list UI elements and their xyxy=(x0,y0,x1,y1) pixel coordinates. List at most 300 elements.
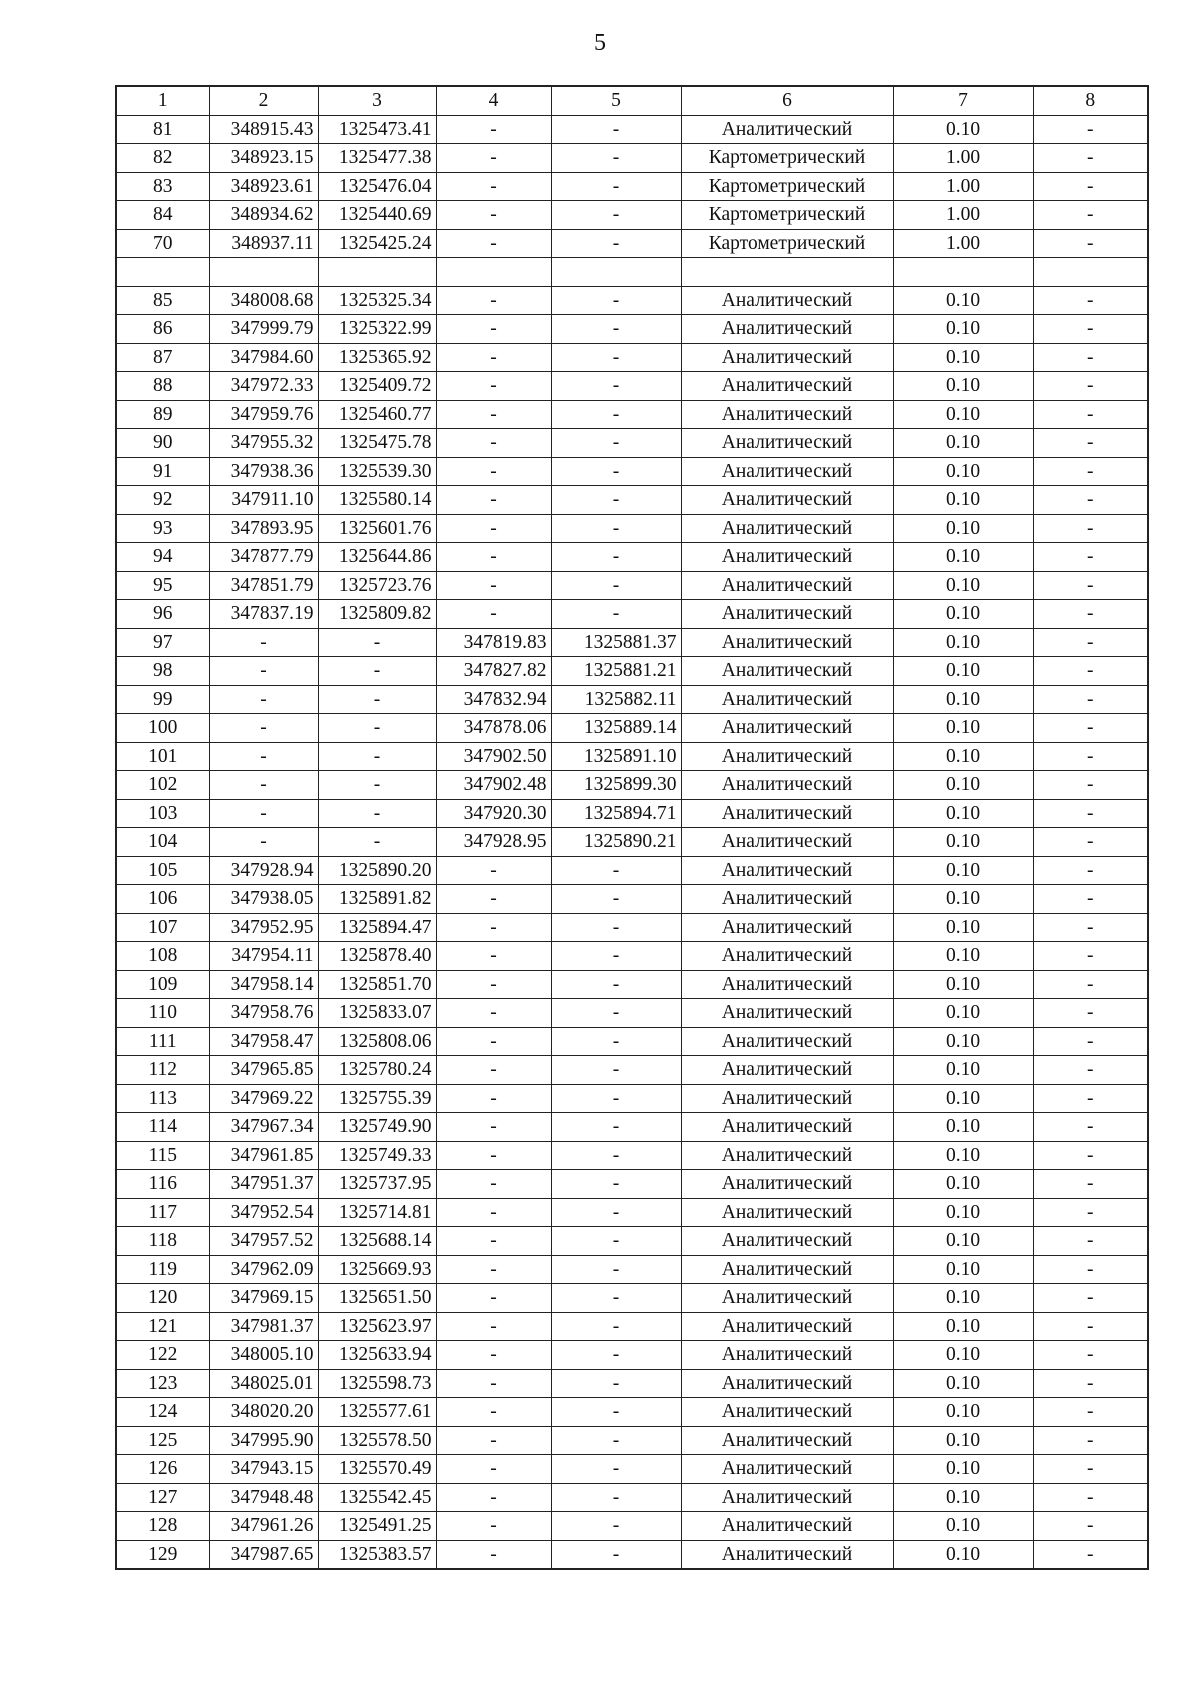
table-row xyxy=(116,771,1148,800)
table-cell-col-1: 81 xyxy=(116,115,209,144)
table-cell-col-3: 1325851.70 xyxy=(318,970,436,999)
table-cell-col-3: 1325623.97 xyxy=(318,1312,436,1341)
table-cell-col-7: 0.10 xyxy=(893,1084,1033,1113)
table-cell-col-4: - xyxy=(436,1284,551,1313)
table-cell-col-3: 1325539.30 xyxy=(318,457,436,486)
table-cell-col-8: - xyxy=(1033,400,1148,429)
table-cell-col-5: - xyxy=(551,1398,681,1427)
table-cell-col-5: - xyxy=(551,1170,681,1199)
table-row xyxy=(116,1369,1148,1398)
table-cell-col-8: - xyxy=(1033,942,1148,971)
table-cell-col-5: - xyxy=(551,229,681,258)
table-cell-col-5: - xyxy=(551,970,681,999)
table-cell-col-5: - xyxy=(551,1113,681,1142)
table-cell-col-4: - xyxy=(436,201,551,230)
table-cell-col-5: - xyxy=(551,1540,681,1569)
table-cell-col-1: 92 xyxy=(116,486,209,515)
table-cell-col-8: - xyxy=(1033,1170,1148,1199)
table-cell-col-1: 121 xyxy=(116,1312,209,1341)
table-cell-col-7: 0.10 xyxy=(893,1483,1033,1512)
table-cell-col-1: 115 xyxy=(116,1141,209,1170)
table-cell-col-7: 0.10 xyxy=(893,600,1033,629)
table-cell-col-6 xyxy=(681,258,893,287)
table-cell-col-5: 1325899.30 xyxy=(551,771,681,800)
table-cell-col-6: Аналитический xyxy=(681,771,893,800)
table-cell-col-6: Аналитический xyxy=(681,913,893,942)
table-row xyxy=(116,970,1148,999)
table-cell-col-1: 109 xyxy=(116,970,209,999)
table-cell-col-7: 0.10 xyxy=(893,1255,1033,1284)
table-cell-col-3: 1325578.50 xyxy=(318,1426,436,1455)
table-cell-col-4: 347902.50 xyxy=(436,742,551,771)
table-cell-col-8: - xyxy=(1033,1084,1148,1113)
table-cell-col-6: Аналитический xyxy=(681,1341,893,1370)
table-cell-col-2: - xyxy=(209,657,318,686)
table-cell-col-6: Картометрический xyxy=(681,229,893,258)
table-cell-col-7: 0.10 xyxy=(893,1198,1033,1227)
table-cell-col-5: - xyxy=(551,999,681,1028)
table-row xyxy=(116,514,1148,543)
table-cell-col-7: 0.10 xyxy=(893,1341,1033,1370)
table-cell-col-1: 117 xyxy=(116,1198,209,1227)
table-cell-col-4: - xyxy=(436,913,551,942)
table-row xyxy=(116,742,1148,771)
table-cell-col-1: 122 xyxy=(116,1341,209,1370)
table-cell-col-6: Аналитический xyxy=(681,1369,893,1398)
table-cell-col-6: Аналитический xyxy=(681,115,893,144)
table-cell-col-5: 1325882.11 xyxy=(551,685,681,714)
table-cell-col-8: - xyxy=(1033,1198,1148,1227)
table-cell-col-2: 347851.79 xyxy=(209,571,318,600)
table-cell-col-1: 91 xyxy=(116,457,209,486)
table-row xyxy=(116,286,1148,315)
table-cell-col-7: 0.10 xyxy=(893,315,1033,344)
table-row xyxy=(116,1426,1148,1455)
table-cell-col-6: Аналитический xyxy=(681,600,893,629)
table-cell-col-7: 0.10 xyxy=(893,970,1033,999)
table-cell-col-6: Аналитический xyxy=(681,372,893,401)
table-cell-col-6: Аналитический xyxy=(681,1398,893,1427)
table-cell-col-6: Аналитический xyxy=(681,799,893,828)
table-cell-col-3: 1325890.20 xyxy=(318,856,436,885)
table-cell-col-5: 1325894.71 xyxy=(551,799,681,828)
table-cell-col-3: 1325688.14 xyxy=(318,1227,436,1256)
table-cell-col-6: Аналитический xyxy=(681,1312,893,1341)
table-cell-col-4: - xyxy=(436,571,551,600)
table-cell-col-4: - xyxy=(436,1198,551,1227)
column-header: 7 xyxy=(893,86,1033,115)
table-cell-col-4: - xyxy=(436,1141,551,1170)
table-cell-col-3: 1325714.81 xyxy=(318,1198,436,1227)
table-row xyxy=(116,1027,1148,1056)
table-row xyxy=(116,1540,1148,1569)
table-cell-col-6: Аналитический xyxy=(681,999,893,1028)
table-cell-col-7: 0.10 xyxy=(893,1426,1033,1455)
table-cell-col-4: 347827.82 xyxy=(436,657,551,686)
table-cell-col-6: Аналитический xyxy=(681,429,893,458)
table-cell-col-5: - xyxy=(551,1255,681,1284)
table-cell-col-7: 0.10 xyxy=(893,429,1033,458)
table-cell-col-4: - xyxy=(436,172,551,201)
table-cell-col-8: - xyxy=(1033,999,1148,1028)
table-row xyxy=(116,571,1148,600)
table-cell-col-8: - xyxy=(1033,172,1148,201)
table-cell-col-7: 0.10 xyxy=(893,742,1033,771)
table-cell-col-2: 347877.79 xyxy=(209,543,318,572)
table-cell-col-2: 347928.94 xyxy=(209,856,318,885)
table-cell-col-1: 70 xyxy=(116,229,209,258)
table-cell-col-4: - xyxy=(436,885,551,914)
table-cell-col-3: - xyxy=(318,714,436,743)
table-cell-col-5: - xyxy=(551,372,681,401)
table-cell-col-2: 348915.43 xyxy=(209,115,318,144)
table-cell-col-6: Аналитический xyxy=(681,1540,893,1569)
table-row xyxy=(116,172,1148,201)
table-cell-col-6: Аналитический xyxy=(681,1084,893,1113)
table-cell-col-4: - xyxy=(436,229,551,258)
table-cell-col-8: - xyxy=(1033,1255,1148,1284)
table-row xyxy=(116,828,1148,857)
table-row xyxy=(116,543,1148,572)
table-cell-col-6: Аналитический xyxy=(681,856,893,885)
table-cell-col-8: - xyxy=(1033,685,1148,714)
table-cell-col-7: 0.10 xyxy=(893,400,1033,429)
table-cell-col-6: Аналитический xyxy=(681,1170,893,1199)
table-cell-col-6: Аналитический xyxy=(681,628,893,657)
table-cell-col-5: - xyxy=(551,1141,681,1170)
table-cell-col-8: - xyxy=(1033,885,1148,914)
table-cell-col-4: - xyxy=(436,1312,551,1341)
table-cell-col-1: 98 xyxy=(116,657,209,686)
table-cell-col-1: 101 xyxy=(116,742,209,771)
table-cell-col-6: Аналитический xyxy=(681,885,893,914)
table-cell-col-4: 347928.95 xyxy=(436,828,551,857)
table-cell-col-8: - xyxy=(1033,1540,1148,1569)
table-cell-col-4: - xyxy=(436,1170,551,1199)
table-cell-col-3: - xyxy=(318,742,436,771)
table-cell-col-6: Аналитический xyxy=(681,1426,893,1455)
table-cell-col-2: - xyxy=(209,799,318,828)
table-cell-col-1: 89 xyxy=(116,400,209,429)
table-cell-col-6: Аналитический xyxy=(681,1027,893,1056)
table-cell-col-3: 1325755.39 xyxy=(318,1084,436,1113)
table-cell-col-3: 1325383.57 xyxy=(318,1540,436,1569)
table-cell-col-8: - xyxy=(1033,714,1148,743)
table-cell-col-3: 1325598.73 xyxy=(318,1369,436,1398)
table-cell-col-2: 347943.15 xyxy=(209,1455,318,1484)
table-cell-col-2: 347995.90 xyxy=(209,1426,318,1455)
table-cell-col-8: - xyxy=(1033,315,1148,344)
table-cell-col-5: - xyxy=(551,885,681,914)
table-cell-col-4: - xyxy=(436,1255,551,1284)
table-cell-col-2: 347958.14 xyxy=(209,970,318,999)
table-cell-col-4: 347832.94 xyxy=(436,685,551,714)
table-cell-col-6: Картометрический xyxy=(681,172,893,201)
table-cell-col-5: - xyxy=(551,600,681,629)
table-cell-col-1: 107 xyxy=(116,913,209,942)
table-row xyxy=(116,1455,1148,1484)
table-cell-col-6: Аналитический xyxy=(681,543,893,572)
table-cell-col-2: 347955.32 xyxy=(209,429,318,458)
table-cell-col-7: 0.10 xyxy=(893,1141,1033,1170)
table-cell-col-2: 347981.37 xyxy=(209,1312,318,1341)
table-cell-col-7: 0.10 xyxy=(893,343,1033,372)
table-cell-col-8: - xyxy=(1033,1056,1148,1085)
table-cell-col-2: 347948.48 xyxy=(209,1483,318,1512)
table-row xyxy=(116,1255,1148,1284)
table-cell-col-2: - xyxy=(209,628,318,657)
table-cell-col-1: 126 xyxy=(116,1455,209,1484)
table-cell-col-8: - xyxy=(1033,144,1148,173)
table-cell-col-2: 347938.36 xyxy=(209,457,318,486)
table-cell-col-8: - xyxy=(1033,1312,1148,1341)
table-cell-col-1: 110 xyxy=(116,999,209,1028)
table-row xyxy=(116,1198,1148,1227)
table-cell-col-3: 1325322.99 xyxy=(318,315,436,344)
table-cell-col-6: Аналитический xyxy=(681,400,893,429)
column-header: 4 xyxy=(436,86,551,115)
table-cell-col-3: 1325542.45 xyxy=(318,1483,436,1512)
table-row xyxy=(116,1284,1148,1313)
table-cell-col-2: - xyxy=(209,685,318,714)
table-cell-col-5: 1325881.21 xyxy=(551,657,681,686)
table-cell-col-6: Аналитический xyxy=(681,1284,893,1313)
table-cell-col-2: 348005.10 xyxy=(209,1341,318,1370)
table-cell-col-2: 347952.95 xyxy=(209,913,318,942)
table-cell-col-6: Аналитический xyxy=(681,1141,893,1170)
table-body xyxy=(116,115,1148,1569)
table-cell-col-7: 1.00 xyxy=(893,229,1033,258)
table-cell-col-6: Аналитический xyxy=(681,685,893,714)
table-cell-col-5: - xyxy=(551,201,681,230)
table-cell-col-6: Аналитический xyxy=(681,942,893,971)
table-cell-col-8: - xyxy=(1033,771,1148,800)
table-cell-col-1: 105 xyxy=(116,856,209,885)
table-cell-col-1: 93 xyxy=(116,514,209,543)
table-cell-col-7: 0.10 xyxy=(893,942,1033,971)
table-cell-col-3: 1325833.07 xyxy=(318,999,436,1028)
table-cell-col-7: 0.10 xyxy=(893,828,1033,857)
table-cell-col-8: - xyxy=(1033,970,1148,999)
table-cell-col-3: - xyxy=(318,628,436,657)
table-cell-col-8: - xyxy=(1033,1141,1148,1170)
table-cell-col-7: 0.10 xyxy=(893,1455,1033,1484)
table-cell-col-3: 1325644.86 xyxy=(318,543,436,572)
table-cell-col-3: 1325473.41 xyxy=(318,115,436,144)
table-cell-col-5: - xyxy=(551,1284,681,1313)
table-cell-col-3: - xyxy=(318,657,436,686)
table-cell-col-3: 1325409.72 xyxy=(318,372,436,401)
table-cell-col-3: 1325737.95 xyxy=(318,1170,436,1199)
table-row xyxy=(116,942,1148,971)
table-cell-col-5: 1325891.10 xyxy=(551,742,681,771)
table-cell-col-6: Аналитический xyxy=(681,1255,893,1284)
table-cell-col-2: 347999.79 xyxy=(209,315,318,344)
table-cell-col-1: 99 xyxy=(116,685,209,714)
table-cell-col-4: - xyxy=(436,600,551,629)
table-cell-col-5: 1325881.37 xyxy=(551,628,681,657)
table-cell-col-1: 87 xyxy=(116,343,209,372)
table-cell-col-4: - xyxy=(436,1512,551,1541)
table-cell-col-5: - xyxy=(551,1027,681,1056)
table-cell-col-7: 0.10 xyxy=(893,571,1033,600)
table-cell-col-1: 114 xyxy=(116,1113,209,1142)
table-cell-col-6: Аналитический xyxy=(681,1056,893,1085)
table-cell-col-2: - xyxy=(209,714,318,743)
table-cell-col-3: 1325808.06 xyxy=(318,1027,436,1056)
table-cell-col-3: 1325723.76 xyxy=(318,571,436,600)
table-cell-col-4: - xyxy=(436,286,551,315)
table-cell-col-4: - xyxy=(436,1113,551,1142)
table-cell-col-2: 347911.10 xyxy=(209,486,318,515)
table-cell-col-2: 348934.62 xyxy=(209,201,318,230)
table-cell-col-7: 0.10 xyxy=(893,1227,1033,1256)
table-cell-col-8: - xyxy=(1033,571,1148,600)
table-cell-col-7: 0.10 xyxy=(893,1312,1033,1341)
table-cell-col-5: - xyxy=(551,856,681,885)
table-cell-col-3: 1325580.14 xyxy=(318,486,436,515)
table-row xyxy=(116,115,1148,144)
table-cell-col-5: - xyxy=(551,1341,681,1370)
coordinates-table xyxy=(115,85,1149,1570)
table-cell-col-3: 1325577.61 xyxy=(318,1398,436,1427)
table-row xyxy=(116,144,1148,173)
table-cell-col-1: 120 xyxy=(116,1284,209,1313)
table-cell-col-4: - xyxy=(436,343,551,372)
table-row xyxy=(116,1141,1148,1170)
table-cell-col-5: - xyxy=(551,1483,681,1512)
table-cell-col-8: - xyxy=(1033,856,1148,885)
table-row xyxy=(116,657,1148,686)
table-cell-col-2: 347893.95 xyxy=(209,514,318,543)
table-cell-col-4: - xyxy=(436,1426,551,1455)
table-row xyxy=(116,856,1148,885)
table-cell-col-3: 1325669.93 xyxy=(318,1255,436,1284)
table-cell-col-8: - xyxy=(1033,1341,1148,1370)
table-cell-col-5: - xyxy=(551,514,681,543)
table-cell-col-1: 83 xyxy=(116,172,209,201)
table-cell-col-1: 125 xyxy=(116,1426,209,1455)
table-cell-col-8: - xyxy=(1033,486,1148,515)
table-row xyxy=(116,1113,1148,1142)
table-row xyxy=(116,1312,1148,1341)
table-cell-col-3: 1325425.24 xyxy=(318,229,436,258)
table-cell-col-5: - xyxy=(551,400,681,429)
table-cell-col-8: - xyxy=(1033,543,1148,572)
table-cell-col-8: - xyxy=(1033,1227,1148,1256)
table-cell-col-3: 1325891.82 xyxy=(318,885,436,914)
table-cell-col-8: - xyxy=(1033,1455,1148,1484)
table-cell-col-8: - xyxy=(1033,1398,1148,1427)
table-cell-col-8: - xyxy=(1033,1426,1148,1455)
table-row xyxy=(116,600,1148,629)
table-cell-col-6: Аналитический xyxy=(681,1113,893,1142)
table-cell-col-5: - xyxy=(551,1056,681,1085)
table-cell-col-6: Аналитический xyxy=(681,1483,893,1512)
table-cell-col-4: - xyxy=(436,115,551,144)
table-row xyxy=(116,1084,1148,1113)
table-cell-col-1: 127 xyxy=(116,1483,209,1512)
table-cell-col-1: 104 xyxy=(116,828,209,857)
table-cell-col-2: 347962.09 xyxy=(209,1255,318,1284)
table-row xyxy=(116,799,1148,828)
table-cell-col-6: Аналитический xyxy=(681,315,893,344)
table-cell-col-7: 0.10 xyxy=(893,657,1033,686)
table-cell-col-1: 108 xyxy=(116,942,209,971)
table-cell-col-4: - xyxy=(436,970,551,999)
table-cell-col-6: Аналитический xyxy=(681,286,893,315)
table-cell-col-4: - xyxy=(436,1483,551,1512)
table-cell-col-7: 0.10 xyxy=(893,714,1033,743)
table-cell-col-2: 347951.37 xyxy=(209,1170,318,1199)
table-cell-col-8: - xyxy=(1033,343,1148,372)
table-cell-col-2: 347969.15 xyxy=(209,1284,318,1313)
table-cell-col-3: 1325365.92 xyxy=(318,343,436,372)
table-cell-col-7: 0.10 xyxy=(893,372,1033,401)
table-cell-col-4: - xyxy=(436,856,551,885)
table-cell-col-8: - xyxy=(1033,913,1148,942)
table-cell-col-1: 111 xyxy=(116,1027,209,1056)
table-cell-col-8: - xyxy=(1033,828,1148,857)
table-cell-col-4: - xyxy=(436,1056,551,1085)
table-cell-col-3: 1325601.76 xyxy=(318,514,436,543)
table-cell-col-3: - xyxy=(318,828,436,857)
table-cell-col-8: - xyxy=(1033,742,1148,771)
table-cell-col-8: - xyxy=(1033,1027,1148,1056)
table-cell-col-7: 0.10 xyxy=(893,486,1033,515)
table-cell-col-5: - xyxy=(551,571,681,600)
table-cell-col-3: - xyxy=(318,799,436,828)
table-cell-col-4: - xyxy=(436,1227,551,1256)
table-cell-col-1: 124 xyxy=(116,1398,209,1427)
table-cell-col-6: Аналитический xyxy=(681,1455,893,1484)
table-cell-col-4: 347819.83 xyxy=(436,628,551,657)
table-cell-col-5: - xyxy=(551,286,681,315)
table-row xyxy=(116,1056,1148,1085)
table-cell-col-5: 1325889.14 xyxy=(551,714,681,743)
table-cell-col-1: 103 xyxy=(116,799,209,828)
table-cell-col-2: 348923.15 xyxy=(209,144,318,173)
table-cell-col-7: 0.10 xyxy=(893,115,1033,144)
table-cell-col-3 xyxy=(318,258,436,287)
table-row xyxy=(116,628,1148,657)
table-cell-col-1: 88 xyxy=(116,372,209,401)
table-cell-col-4: 347920.30 xyxy=(436,799,551,828)
table-cell-col-5: - xyxy=(551,1227,681,1256)
table-cell-col-7: 1.00 xyxy=(893,172,1033,201)
table-cell-col-8: - xyxy=(1033,372,1148,401)
table-cell-col-4: - xyxy=(436,372,551,401)
table-cell-col-3: 1325749.33 xyxy=(318,1141,436,1170)
table-cell-col-1: 119 xyxy=(116,1255,209,1284)
table-cell-col-6: Аналитический xyxy=(681,571,893,600)
table-cell-col-8: - xyxy=(1033,229,1148,258)
table-cell-col-7: 0.10 xyxy=(893,1369,1033,1398)
table-cell-col-5: - xyxy=(551,1512,681,1541)
table-cell-col-4: - xyxy=(436,1027,551,1056)
table-cell-col-1: 112 xyxy=(116,1056,209,1085)
table-cell-col-3: 1325477.38 xyxy=(318,144,436,173)
table-cell-col-4: - xyxy=(436,1455,551,1484)
table-cell-col-8 xyxy=(1033,258,1148,287)
table-cell-col-4: - xyxy=(436,1084,551,1113)
table-cell-col-7: 0.10 xyxy=(893,286,1033,315)
table-cell-col-4 xyxy=(436,258,551,287)
table-cell-col-7: 0.10 xyxy=(893,1170,1033,1199)
table-cell-col-2: 347938.05 xyxy=(209,885,318,914)
table-cell-col-7: 0.10 xyxy=(893,1113,1033,1142)
table-cell-col-6: Аналитический xyxy=(681,657,893,686)
